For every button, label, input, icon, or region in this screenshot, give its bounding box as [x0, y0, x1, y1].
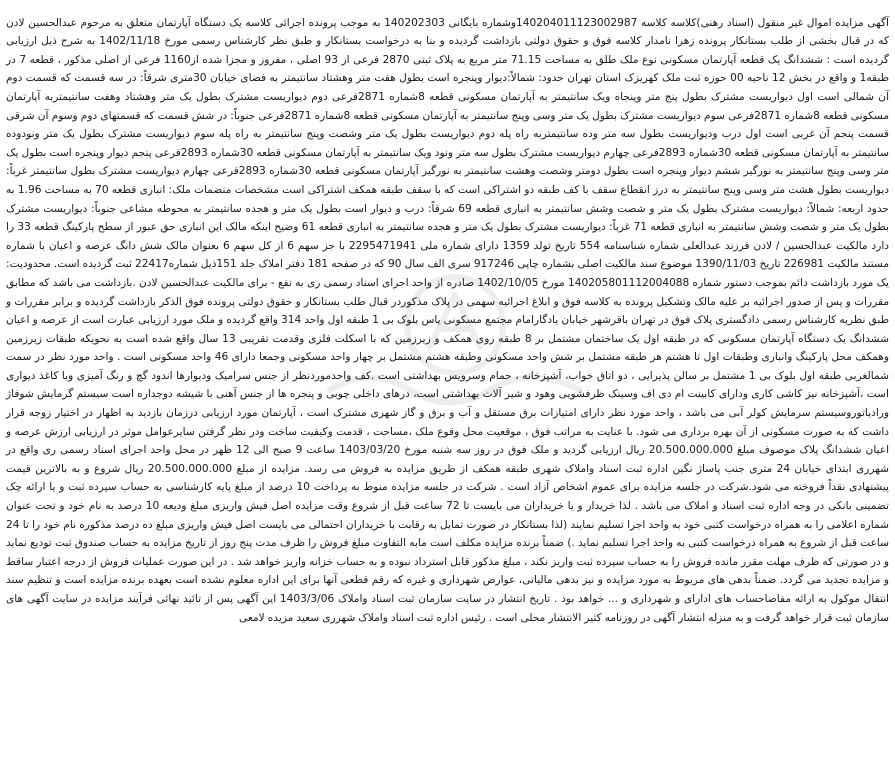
auction-notice-text: آگهی مزایده اموال غیر منقول (اسناد رهنی)کلاسه کلاسه 140204011123002987وشماره بایگانی 140202303 به موجب پرونده اجرائی کلاسه یک دستگاه آپارتمان متعلق به مرحوم عبدالحسین لادن که در قبال بخشی از طلب بستانکار پرونده زهرا نامدار کلاسه فوق و حقوق دولتی بازداشت گردیده و بنا به درخواست بستانکار و طبق نظر کارشناس رسمی مورخ 1402/11/18 به شرح ذیل ارزیابی گردیده است : ششدانگ یک قطعه آپارتمان مسکونی نوع ملک طلق به مساحت 71.15 متر مربع به پلاک ثبتی 2870 فرعی از 93 اصلی ، مفروز و مجزا شده از1160 فرعی از اصلی مذکور ، قطعه 7 در طبقه1 و واقع در بخش 12 ناحیه 00 حوزه ثبت ملک کهریزک استان تهران حدود: شمالاً:دیوار وپنجره است بطول هفت متر وهشتاد سانتیمتر به فضای خیابان 30متری شرقاً: در سه قسمت که قسمت دوم آن شمالی است اول دیواریست مشترک بطول پنج متر وپنجاه ویک سانتیمتر به آپارتمان مسکونی قطعه 8شماره 2871فرعی دوم دیواریست مشترک بطول یک متر وهشتاد وهفت سانتیمتربه آپارتمان مسکونی قطعه 8شماره 2871فرعی سوم دیواریست مشترک بطول یک متر وسی وپنج سانتیمتر به آپارتمان مسکونی قطعه 8شماره 2871فرعی جنوباً: در شش قسمت که قسمتهای دوم وسوم آن شرقی قسمت پنجم آن غربی است اول درب ودیواریست بطول سه متر وده سانتیمتربه راه پله دوم دیواریست بطول یک متر وشصت وپنج سانتیمتر به راه پله سوم دیواریست مشترک بطول یک متر ونودوده سانتیمتر به آپارتمان مسکونی قطعه 30شماره 2893فرعی چهارم دیواریست مشترک بطول سه متر ونود ویک سانتیمتر به آپارتمان مسکونی قطعه 30شماره 2893فرعی پنجم دیوار وپنجره است بطول یک متر وسی وپنج سانتیمتر به نورگیر ششم دیوار وپنجره است بطول دومتر وشصت وهشت سانتیمتر به نورگیر آپارتمان مسکونی قطعه 30شماره 2893فرعی چهارم دیواریست مشترک بطول سانتیمتر غرباً: دیواریست بطول هشت متر وسی وپنج سانتیمتر به درز انقطاع سقف با کف طبقه دو اشتراکی است که با سقف طبقه همکف اشتراکی است مشخصات منضمات ملک: انباری قطعه 70 به مساحت 1.96 به حدود اربعه: شمالاً: دیواریست مشترک بطول یک متر و شصت وشش سانتیمتر به انباری قطعه 69 شرقاً: درب و دیوار است بطول یک متر و هجده سانتیمتر به محوطه مشاعی جنوباً: دیواریست مشترک بطول یک متر و شصت وشش سانتیمتر به انباری قطعه 71 غرباً: دیواریست مشترک بطول یک متر و هجده سانتیمتر به انباری قطعه 61 وضیح اینکه مالک این انباری حق عبور از سطح پارکینگ قطعه 33 را دارد مالکیت عبدالحسین / لادن فرزند عبدالعلی شماره شناسنامه 554 تاریخ تولد 1359 دارای شماره ملی 2295471941 با جز سهم 6 از کل سهم 6 بعنوان مالک شش دانگ عرصه و اعیان با شماره مستند مالکیت 226981 تاریخ 1390/11/03 موضوع سند مالکیت اصلی بشماره چاپی 917246 سری الف سال 90 که در صفحه 181 دفتر املاک جلد 151ذیل شماره22417 ثبت گردیده است. محدودیت: یک مورد بازداشت دائم بموجب دستور شماره 140205801112004088 مورخ 1402/10/05 صادره از واحد اجرای اسناد رسمی ری به نفع - برای مالکیت عبدالحسین لادن .بازداشت می باشد که مطابق مقررات و پس از صدور اجرائیه بر علیه مالک وتشکیل پرونده به کلاسه فوق و ابلاغ اجرائیه سهمی در پلاک مذکوردر قبال طلب بستانکار و حقوق دولتی پرونده فوق الذکر بازداشت گردیده و برابر مقررات و طبق نظریه کارشناس رسمی دادگستری پلاک فوق در تهران باقرشهر خیابان یادگارامام مجتمع مسکونی یاس بلوک بی 1 طبقه اول واحد 314 واقع گردیده و ملک مورد ارزیابی عبارت است از عرصه و اعیان ششدانگ یک دستگاه آپارتمان مسکونی که در طبقه اول یک ساختمان مشتمل بر 8 طبقه روی همکف و زیرزمین که با اسکلت فلزی وقدمت تقریبی 13 سال واقع شده است به نحویکه طبقات زیرزمین وهمکف محل پارکینگ وانباری وطبقات اول تا هشتم هر طبقه مشتمل بر شش واحد مسکونی وطبقه هشتم مشتمل بر چهار واحد مسکونی وجمعا دارای 46 واحد مسکونی است . واحد مورد نظر در سمت شمالغربی طبقه اول بلوک بی 1 مشتمل بر سالن پذیرایی ، دو اتاق خواب، آشپزخانه ، حمام وسرویس بهداشتی است .کف واحدموردنظر از جنس سرامیک ودیوارها اندود گچ و رنگ آمیزی وبا کاغذ دیواری است ،آشپزخانه نیز کاشی کاری ودارای کابینت ام دی اف وسینک ظرفشویی وهود و شیر آلات بهداشتی است، درهای داخلی چوبی و پنجره ها از جنس آهنی با شیشه دوجداره است سیستم گرمایش شوفاژ ورادیاتوروسیستم سرمایش کولر آبی می باشد ، واحد مورد نظر دارای امتیازات برق مستقل و آب و برق و گاز شهری مشترک است ، آپارتمان مورد ارزیابی درزمان بازدید به اظهار در اختیار زوجه قرار داشت که به صورت مسکونی از آن بهره برداری می شود. با عنایت به مراتب فوق ، موقعیت محل وقوع ملک ،مساحت ، قدمت وکیفیت ساخت ودر نظر گرفتن سایرعوامل موثر در ارزیابی ارزش عرصه و اعیان ششدانگ پلاک موصوف مبلغ 20.500.000.000 ریال ارزیابی گردید و ملک فوق در روز سه شنبه مورخ 1403/03/20 ساعت 9 صبح الی 12 ظهر در محل واحد اجرای اسناد رسمی ری واقع در شهرری ابتدای خیابان 24 متری جنب پاساژ نگین اداره ثبت اسناد واملاک شهری طبقه همکف از طریق مزایده به فروش می رسد. مزایده از مبلغ 20.500.000.000 ریال شروع و به بالاترین قیمت پیشنهادی نقداً فروخته می شود.شرکت در جلسه مزایده برای عموم اشخاص آزاد است . شرکت در جلسه مزایده منوط به پرداخت 10 درصد از مبلغ پایه کارشناسی به حساب سپرده ثبت و یا ارائه چک تضمینی بانکی در وجه اداره ثبت اسناد و املاک می باشد . لذا خریدار و یا خریداران می بایست تا 72 ساعت قبل از شروع وقت مزایده اصل فیش واریزی مبلغ ودیعه 10 درصد به نام خود و تحت عنوان شماره اعلامی را به همراه درخواست کتبی خود به واحد اجرا تسلیم نمایند (لذا بستانکار در صورت تمایل به رقابت با خریداران احتمالی می بایست اصل فیش واریزی مبلغ ده درصد مذکوره نام خود را تا 24 ساعت قبل از شروع به همراه درخواست کتبی به واحد اجرا تسلیم نماید .) ضمناً برنده مزایده مکلف است مابه التفاوت مبلغ فروش را ظرف مدت پنج روز از تاریخ مزایده به حساب صندوق ثبت تودیع نماید و در صورتی که ظرف مهلت مقرر مانده فروش را به حساب سپرده ثبت واریز نکند ، مبلغ مذکور قابل استرداد نبوده و به حساب خزانه واریز خواهد شد . در این صورت عملیات فروش از درجه اعتبار ساقط و مزایده تجدید می گردد. ضمناً بدهی های مربوط به مورد مزایده و نیز بدهی مالیاتی، عوارض شهرداری و غیره که رقم قطعی آنها برای این اداره معلوم نشده است بعهده برنده مزایده است و تنظیم سند انتقال موکول به ارائه مفاصاحساب های ادارای و شهرداری و ... خواهد بود . تاریخ انتشار در سایت سازمان ثبت اسناد واملاک 1403/3/06 این آگهی پس از تائید نهائی فرآیند مزایده در سایت آگهی های سازمان ثبت قرار خواهد گرفت و به منزله انتشار آگهی در روزنامه کثیر الانتشار محلی است . رئیس اداره ثبت اسناد واملاک شهرری سعید مزیده لامعی: [6, 16, 890, 624]
